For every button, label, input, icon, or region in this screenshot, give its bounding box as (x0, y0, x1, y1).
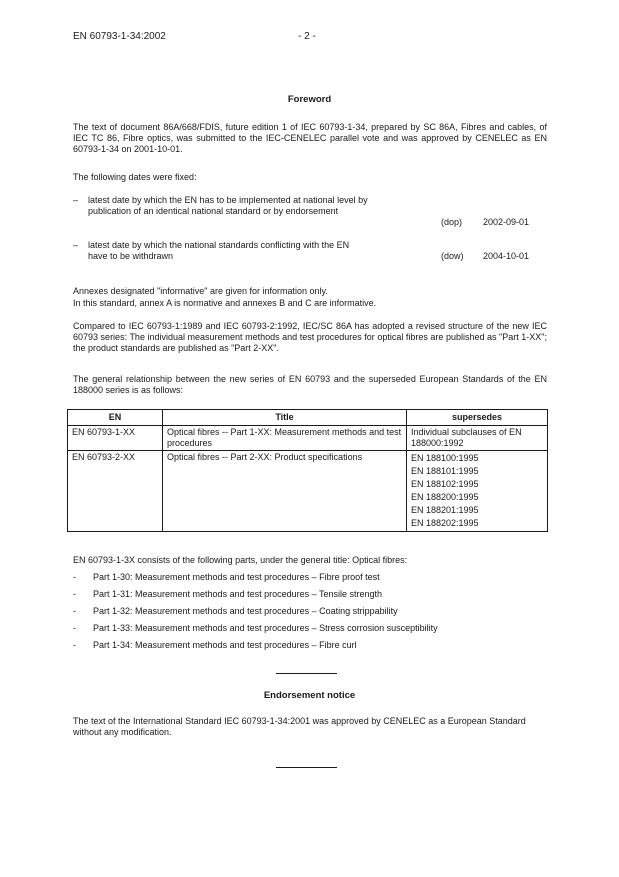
dates-intro: The following dates were fixed: (73, 172, 197, 182)
date-item-date: 2002-09-01 (483, 217, 530, 227)
relationship-paragraph: The general relationship between the new series of EN 60793 and the superseded European Standards of the EN 188000 series is as follows: (73, 374, 547, 395)
list-item (73, 640, 547, 657)
part-text: Part 1-34: Measurement methods and test procedures – Fibre curl (93, 640, 357, 650)
cell-title: Optical fibres -- Part 2-XX: Product specifications (163, 451, 407, 532)
superseded-standard: EN 188201:1995 (411, 505, 479, 515)
list-item (73, 589, 547, 606)
page-number: - 2 - (298, 31, 316, 42)
column-header-title: Title (163, 410, 407, 426)
foreword-heading: Foreword (287, 94, 332, 105)
section-divider (276, 673, 337, 674)
superseded-standard: EN 188100:1995 (411, 453, 479, 463)
relationship-table (67, 409, 548, 532)
cell-en: EN 60793-1-XX (68, 426, 163, 451)
cell-supersedes: Individual subclauses of EN 188000:1992 (407, 426, 548, 451)
table-row (68, 451, 548, 532)
annexes-line-1: Annexes designated "informative" are given for information only. (73, 286, 328, 296)
section-divider (276, 767, 337, 768)
part-text: Part 1-31: Measurement methods and test procedures – Tensile strength (93, 589, 382, 599)
column-header-supersedes: supersedes (407, 410, 548, 426)
dash-bullet: - (73, 606, 76, 616)
date-item-date: 2004-10-01 (483, 251, 530, 261)
list-item (73, 606, 547, 623)
dash-bullet: – (73, 240, 79, 250)
dash-bullet: - (73, 589, 76, 599)
endorsement-paragraph: The text of the International Standard IEC 60793-1-34:2001 was approved by CENELEC as a European Standard without any modification. (73, 716, 526, 737)
dash-bullet: - (73, 572, 76, 582)
dash-bullet: - (73, 623, 76, 633)
list-item (73, 623, 547, 640)
endorsement-heading: Endorsement notice (263, 690, 356, 701)
superseded-standard: EN 188202:1995 (411, 518, 479, 528)
table-header-row (68, 410, 548, 426)
list-item (73, 572, 547, 589)
cell-en: EN 60793-2-XX (68, 451, 163, 532)
dash-bullet: – (73, 195, 79, 205)
table-row (68, 426, 548, 451)
annexes-line-2: In this standard, annex A is normative and annexes B and C are informative. (73, 298, 377, 308)
compared-paragraph: Compared to IEC 60793-1:1989 and IEC 60793-2:1992, IEC/SC 86A has adopted a revised structure of the new IEC 60793 series: The individual measurement methods and test procedures for optical fibres are published as "Part 1-XX"; the product standards are published as "Part 2-XX". (73, 321, 547, 353)
parts-intro: EN 60793-1-3X consists of the following parts, under the general title: Optical fibres: (73, 555, 408, 565)
superseded-standard: EN 188101:1995 (411, 466, 479, 476)
foreword-intro-paragraph: The text of document 86A/668/FDIS, future edition 1 of IEC 60793-1-34, prepared by SC 86A, Fibres and cables, of IEC TC 86, Fibre optics, was submitted to the IEC-CENELEC parallel vote and was approved by CENELEC as EN 60793-1-34 on 2001-10-01. (73, 122, 547, 154)
document-id: EN 60793-1-34:2002 (73, 31, 166, 42)
parts-list (73, 572, 547, 657)
date-item-abbr: (dop) (441, 217, 463, 227)
date-item-text: latest date by which the national standards conflicting with the EN have to be withdrawn (88, 240, 350, 261)
superseded-standard: EN 188200:1995 (411, 492, 479, 502)
cell-title: Optical fibres -- Part 1-XX: Measurement methods and test procedures (163, 426, 407, 451)
cell-supersedes (407, 451, 548, 532)
date-item-abbr: (dow) (441, 251, 464, 261)
part-text: Part 1-33: Measurement methods and test procedures – Stress corrosion susceptibility (93, 623, 438, 633)
date-item-text: latest date by which the EN has to be implemented at national level by publication of an identical national standard or by endorsement (88, 195, 368, 216)
dash-bullet: - (73, 640, 76, 650)
superseded-standard: EN 188102:1995 (411, 479, 479, 489)
part-text: Part 1-30: Measurement methods and test procedures – Fibre proof test (93, 572, 380, 582)
part-text: Part 1-32: Measurement methods and test procedures – Coating strippability (93, 606, 398, 616)
column-header-en: EN (68, 410, 163, 426)
